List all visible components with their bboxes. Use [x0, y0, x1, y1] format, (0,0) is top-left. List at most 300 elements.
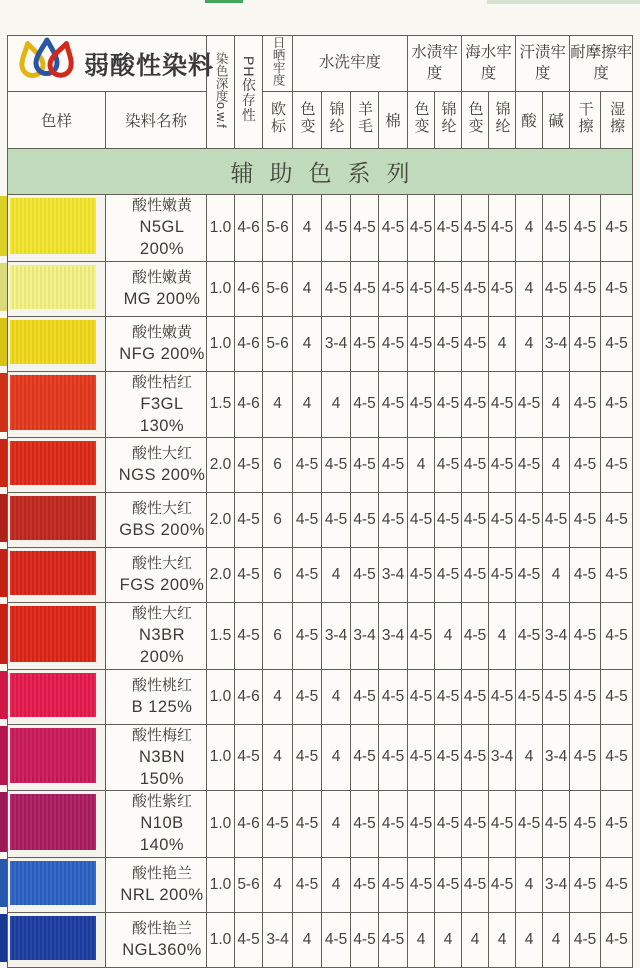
fastness-value: 4-5 — [489, 791, 516, 858]
col-header-sample: 色样 — [8, 92, 106, 149]
swatch-edge-bleed — [0, 671, 7, 719]
fastness-value: 5-6 — [263, 195, 293, 262]
header-row-subcolumns — [8, 92, 633, 149]
dye-name-cell — [106, 316, 207, 371]
fastness-value: 4-5 — [379, 316, 408, 371]
group-header-wash: 水洗牢度 — [293, 36, 408, 92]
fastness-value: 4-5 — [408, 316, 435, 371]
fastness-value: 4 — [263, 857, 293, 912]
fastness-value: 4-5 — [516, 548, 543, 603]
dye-name: 酸性桔红 — [132, 373, 193, 391]
dye-code: NFG 200% — [119, 344, 205, 363]
col-header-depth: 染色深度o.w.f — [207, 36, 235, 149]
fastness-value: 4-5 — [435, 316, 462, 371]
color-swatch-cell — [8, 548, 106, 603]
fastness-value: 5-6 — [235, 857, 263, 912]
table-row — [8, 724, 633, 791]
dye-name: 酸性大红 — [132, 445, 193, 463]
fastness-value: 4-5 — [235, 603, 263, 670]
fastness-value: 4-5 — [462, 371, 489, 438]
fastness-value: 4-5 — [543, 791, 570, 858]
table-row — [8, 316, 633, 371]
fastness-value: 4-5 — [601, 791, 633, 858]
color-swatch-cell — [8, 669, 106, 724]
fastness-value: 4-6 — [235, 669, 263, 724]
sub-header-sweat-alkali: 碱 — [543, 92, 570, 149]
table-row — [8, 261, 633, 316]
sub-header-eu-standard: 欧标 — [263, 92, 293, 149]
swatch-edge-bleed — [0, 373, 7, 433]
fastness-value: 4-5 — [462, 316, 489, 371]
fabric-color-swatch — [10, 375, 96, 431]
group-header-light: 日晒牢度 — [263, 36, 293, 92]
fastness-value: 3-4 — [263, 912, 293, 967]
fastness-value: 4-5 — [351, 857, 379, 912]
fastness-value: 3-4 — [322, 316, 351, 371]
fastness-value: 4 — [322, 724, 351, 791]
fastness-value: 3-4 — [379, 548, 408, 603]
fastness-value: 4-5 — [235, 724, 263, 791]
sub-header-wash-cotton: 棉 — [379, 92, 408, 149]
fastness-value: 4-5 — [435, 371, 462, 438]
fastness-value: 1.0 — [207, 261, 235, 316]
fastness-value: 4-5 — [435, 857, 462, 912]
fastness-value: 4 — [293, 195, 322, 262]
fastness-value: 4 — [293, 261, 322, 316]
fastness-value: 4-5 — [408, 548, 435, 603]
fastness-value: 4-5 — [435, 195, 462, 262]
dye-name: 酸性嫩黄 — [132, 197, 193, 214]
swatch-edge-bleed — [0, 604, 7, 664]
color-swatch-cell — [8, 261, 106, 316]
group-header-rub: 耐摩擦牢度 — [570, 36, 633, 92]
fastness-value: 4-5 — [379, 493, 408, 548]
table-row — [8, 791, 633, 858]
fastness-value: 4-5 — [570, 195, 601, 262]
fastness-value: 4-5 — [408, 857, 435, 912]
fastness-value: 4-5 — [351, 261, 379, 316]
swatch-edge-bleed — [0, 859, 7, 907]
color-swatch-cell — [8, 195, 106, 262]
fastness-value: 3-4 — [322, 603, 351, 670]
fastness-value: 4-5 — [489, 857, 516, 912]
fastness-value: 4-5 — [379, 261, 408, 316]
fastness-value: 4-5 — [351, 548, 379, 603]
group-header-sea: 海水牢度 — [462, 36, 516, 92]
fastness-value: 2.0 — [207, 548, 235, 603]
dye-name: 酸性嫩黄 — [132, 323, 193, 341]
fastness-value: 4 — [516, 912, 543, 967]
scan-edge-artifact-pale-green — [487, 0, 640, 4]
fastness-value: 4-6 — [235, 195, 263, 262]
col-header-ph: PH依存性 — [235, 36, 263, 149]
fastness-value: 4-5 — [408, 724, 435, 791]
fastness-value: 4-5 — [462, 791, 489, 858]
dye-name-cell — [106, 669, 207, 724]
swatch-edge-bleed — [0, 792, 7, 852]
fastness-value: 4-6 — [235, 316, 263, 371]
fastness-value: 4 — [322, 371, 351, 438]
fastness-value: 4-5 — [489, 438, 516, 493]
dye-code: FGS 200% — [119, 576, 205, 595]
fastness-value: 4 — [543, 371, 570, 438]
fastness-value: 4-5 — [408, 261, 435, 316]
sub-header-wash-wool: 羊毛 — [351, 92, 379, 149]
fastness-value: 4 — [435, 912, 462, 967]
fastness-value: 4-5 — [570, 371, 601, 438]
sub-header-water-colorchange: 色变 — [408, 92, 435, 149]
color-swatch-cell — [8, 371, 106, 438]
fastness-value: 4-5 — [543, 261, 570, 316]
fastness-value: 4-5 — [489, 261, 516, 316]
fastness-value: 4-6 — [235, 261, 263, 316]
fastness-value: 4-5 — [601, 669, 633, 724]
series-banner-title: 辅助色系列 — [8, 149, 633, 195]
fastness-value: 4-5 — [601, 195, 633, 262]
fastness-value: 4-5 — [435, 438, 462, 493]
dye-name: 酸性桃红 — [132, 676, 193, 694]
fastness-value: 4-5 — [601, 438, 633, 493]
fastness-value: 4-5 — [379, 669, 408, 724]
fastness-value: 4 — [516, 724, 543, 791]
fastness-value: 1.5 — [207, 603, 235, 670]
color-swatch-cell — [8, 316, 106, 371]
dye-name: 酸性嫩黄 — [132, 268, 193, 286]
fastness-value: 4 — [489, 912, 516, 967]
fastness-value: 4-5 — [516, 791, 543, 858]
color-swatch-cell — [8, 493, 106, 548]
dye-name-cell — [106, 603, 207, 670]
table-row — [8, 669, 633, 724]
fastness-value: 3-4 — [543, 316, 570, 371]
sub-header-rub-dry: 干擦 — [570, 92, 601, 149]
fastness-value: 3-4 — [489, 724, 516, 791]
color-swatch-cell — [8, 791, 106, 858]
table-row — [8, 371, 633, 438]
dye-name-cell — [106, 912, 207, 967]
fastness-value: 4-5 — [570, 548, 601, 603]
fastness-value: 3-4 — [379, 603, 408, 670]
fastness-value: 4-5 — [379, 195, 408, 262]
fastness-value: 4 — [489, 603, 516, 670]
fastness-value: 4 — [489, 316, 516, 371]
fastness-value: 4-5 — [408, 669, 435, 724]
fastness-value: 1.0 — [207, 316, 235, 371]
fastness-value: 4-5 — [235, 912, 263, 967]
col-header-name: 染料名称 — [106, 92, 207, 149]
fastness-value: 4-5 — [435, 261, 462, 316]
swatch-edge-bleed — [0, 914, 7, 962]
fastness-value: 4-5 — [408, 603, 435, 670]
fastness-value: 3-4 — [543, 603, 570, 670]
fastness-value: 4-5 — [489, 195, 516, 262]
fastness-value: 4-5 — [489, 493, 516, 548]
dye-name: 酸性梅红 — [132, 726, 193, 744]
dye-name-cell — [106, 724, 207, 791]
fastness-value: 4-5 — [263, 791, 293, 858]
dye-code: N5GL 200% — [139, 218, 185, 259]
fastness-value: 4-5 — [601, 603, 633, 670]
fastness-value: 4 — [293, 371, 322, 438]
fastness-value: 4-5 — [601, 724, 633, 791]
brand-cell — [8, 36, 215, 92]
fastness-value: 4-6 — [235, 371, 263, 438]
fastness-value: 4-5 — [462, 857, 489, 912]
color-swatch-cell — [8, 912, 106, 967]
fastness-value: 4-5 — [435, 724, 462, 791]
fabric-color-swatch — [10, 861, 96, 905]
fastness-value: 4 — [322, 548, 351, 603]
fastness-value: 4-5 — [351, 438, 379, 493]
table-row — [8, 438, 633, 493]
fastness-value: 4-5 — [570, 857, 601, 912]
fastness-value: 3-4 — [351, 603, 379, 670]
sub-header-sweat-acid: 酸 — [516, 92, 543, 149]
dye-code: MG 200% — [123, 289, 201, 308]
fastness-value: 4-5 — [462, 548, 489, 603]
dye-code: GBS 200% — [119, 521, 205, 540]
sub-header-wash-colorchange: 色变 — [293, 92, 322, 149]
color-swatch-cell — [8, 857, 106, 912]
fastness-value: 4-5 — [601, 548, 633, 603]
fastness-value: 4-5 — [322, 493, 351, 548]
dye-name: 酸性大红 — [132, 500, 193, 518]
fastness-value: 4 — [543, 438, 570, 493]
dye-name-cell — [106, 791, 207, 858]
dye-code: N10B 140% — [139, 814, 185, 855]
fastness-value: 4 — [293, 316, 322, 371]
group-header-sweat: 汗渍牢度 — [516, 36, 570, 92]
fastness-value: 4 — [263, 669, 293, 724]
fastness-value: 4-5 — [379, 438, 408, 493]
fastness-value: 4-5 — [351, 912, 379, 967]
fastness-value: 4-5 — [379, 857, 408, 912]
dye-code: F3GL 130% — [139, 394, 185, 435]
header-row-groups — [8, 36, 633, 92]
fastness-value: 4-5 — [435, 669, 462, 724]
dye-name: 酸性艳兰 — [132, 865, 193, 883]
dye-name-cell — [106, 261, 207, 316]
dye-code: B 125% — [131, 697, 193, 716]
fastness-value: 4-6 — [235, 791, 263, 858]
sub-header-sea-colorchange: 色变 — [462, 92, 489, 149]
fastness-value: 4 — [322, 669, 351, 724]
fastness-value: 4-5 — [601, 261, 633, 316]
color-swatch-cell — [8, 603, 106, 670]
fastness-value: 4-5 — [235, 548, 263, 603]
fastness-value: 4-5 — [235, 493, 263, 548]
sub-header-wash-nylon: 锦纶 — [322, 92, 351, 149]
dye-table-body — [8, 195, 633, 968]
fastness-value: 4-5 — [408, 493, 435, 548]
fastness-value: 4-5 — [489, 669, 516, 724]
dye-name-cell — [106, 438, 207, 493]
fastness-value: 4-5 — [570, 724, 601, 791]
fastness-value: 4 — [462, 912, 489, 967]
fastness-value: 4 — [322, 857, 351, 912]
fastness-value: 4-5 — [235, 438, 263, 493]
fastness-value: 4-5 — [516, 438, 543, 493]
fastness-value: 4-5 — [462, 438, 489, 493]
table-row — [8, 857, 633, 912]
fastness-value: 6 — [263, 548, 293, 603]
swatch-edge-bleed — [0, 439, 7, 487]
fastness-value: 4-5 — [601, 371, 633, 438]
fastness-value: 4-5 — [351, 316, 379, 371]
fastness-value: 4-5 — [435, 493, 462, 548]
fastness-value: 4 — [543, 548, 570, 603]
fabric-color-swatch — [10, 673, 96, 717]
fastness-value: 4-5 — [570, 791, 601, 858]
group-header-water: 水渍牢度 — [408, 36, 462, 92]
fastness-value: 4-5 — [351, 493, 379, 548]
fastness-value: 4 — [516, 857, 543, 912]
fastness-value: 4-5 — [435, 548, 462, 603]
series-banner-row — [8, 149, 633, 195]
sub-header-rub-wet: 湿擦 — [601, 92, 633, 149]
fastness-value: 4 — [263, 724, 293, 791]
three-droplets-logo-icon — [16, 37, 78, 90]
fastness-value: 4-5 — [351, 791, 379, 858]
fastness-value: 4-5 — [293, 438, 322, 493]
fastness-value: 5-6 — [263, 316, 293, 371]
fastness-value: 4 — [408, 912, 435, 967]
fastness-value: 4-5 — [570, 438, 601, 493]
fastness-value: 4 — [543, 912, 570, 967]
fastness-value: 2.0 — [207, 438, 235, 493]
fastness-value: 4-5 — [570, 669, 601, 724]
fastness-value: 2.0 — [207, 493, 235, 548]
fastness-value: 4-5 — [293, 791, 322, 858]
fabric-color-swatch — [10, 320, 96, 364]
fastness-value: 4-5 — [351, 195, 379, 262]
dye-name: 酸性紫红 — [132, 793, 193, 811]
fastness-value: 4 — [516, 316, 543, 371]
fastness-value: 4-5 — [570, 261, 601, 316]
fastness-value: 4-5 — [601, 493, 633, 548]
dye-name-cell — [106, 493, 207, 548]
dye-name: 酸性大红 — [132, 555, 193, 573]
fastness-value: 1.0 — [207, 724, 235, 791]
fastness-value: 1.5 — [207, 371, 235, 438]
fastness-value: 4-5 — [462, 603, 489, 670]
fastness-value: 4-5 — [570, 603, 601, 670]
dye-name-cell — [106, 195, 207, 262]
dye-code: N3BR 200% — [139, 626, 186, 667]
fastness-value: 4-5 — [351, 371, 379, 438]
fastness-value: 4-5 — [379, 371, 408, 438]
dye-name-cell — [106, 857, 207, 912]
fastness-value: 4-5 — [570, 912, 601, 967]
scan-edge-artifact-green — [205, 0, 243, 3]
fastness-value: 1.0 — [207, 857, 235, 912]
fabric-color-swatch — [10, 551, 96, 595]
fastness-value: 4-5 — [489, 371, 516, 438]
fabric-color-swatch — [10, 728, 96, 784]
dye-fastness-table — [7, 35, 633, 968]
fastness-value: 4 — [322, 791, 351, 858]
fastness-value: 4-5 — [322, 261, 351, 316]
fastness-value: 4-5 — [293, 857, 322, 912]
fastness-value: 4-5 — [516, 493, 543, 548]
table-row — [8, 548, 633, 603]
fastness-value: 4-5 — [601, 316, 633, 371]
swatch-edge-bleed — [0, 318, 7, 366]
fastness-value: 4 — [408, 438, 435, 493]
fastness-value: 4-5 — [408, 791, 435, 858]
dye-name: 酸性艳兰 — [132, 920, 193, 938]
fastness-value: 4-5 — [543, 493, 570, 548]
fastness-value: 4 — [293, 912, 322, 967]
table-row — [8, 493, 633, 548]
fabric-color-swatch — [10, 441, 96, 485]
fastness-value: 4-5 — [322, 912, 351, 967]
fastness-value: 4-5 — [351, 724, 379, 791]
fastness-value: 4 — [263, 371, 293, 438]
dye-name: 酸性大红 — [132, 605, 193, 623]
dye-code: NGL360% — [122, 941, 202, 960]
fastness-value: 4-5 — [462, 261, 489, 316]
fastness-value: 4-5 — [601, 912, 633, 967]
table-row — [8, 195, 633, 262]
dye-name-cell — [106, 371, 207, 438]
dye-code: N3BN 150% — [139, 747, 186, 788]
fastness-value: 5-6 — [263, 261, 293, 316]
swatch-edge-bleed — [0, 549, 7, 597]
dye-code: NGS 200% — [118, 466, 206, 485]
fastness-value: 6 — [263, 438, 293, 493]
fastness-value: 4-5 — [601, 857, 633, 912]
fastness-value: 6 — [263, 603, 293, 670]
fabric-color-swatch — [10, 606, 96, 662]
swatch-edge-bleed — [0, 263, 7, 311]
color-swatch-cell — [8, 724, 106, 791]
fastness-value: 4-5 — [379, 912, 408, 967]
fastness-value: 3-4 — [543, 724, 570, 791]
fastness-value: 4-5 — [570, 493, 601, 548]
fastness-value: 4-5 — [543, 195, 570, 262]
fastness-value: 4-5 — [570, 316, 601, 371]
fastness-value: 4-5 — [293, 603, 322, 670]
fastness-value: 1.0 — [207, 195, 235, 262]
fastness-value: 4-5 — [322, 195, 351, 262]
fastness-value: 4-5 — [379, 791, 408, 858]
fabric-color-swatch — [10, 265, 96, 309]
fastness-value: 4-5 — [462, 669, 489, 724]
fastness-value: 4-5 — [489, 548, 516, 603]
fabric-color-swatch — [10, 794, 96, 850]
fastness-value: 4-5 — [379, 724, 408, 791]
fastness-value: 4-5 — [462, 195, 489, 262]
fastness-value: 3-4 — [543, 857, 570, 912]
fastness-value: 4-5 — [322, 438, 351, 493]
sub-header-water-nylon: 锦纶 — [435, 92, 462, 149]
color-swatch-cell — [8, 438, 106, 493]
fastness-value: 4-5 — [293, 548, 322, 603]
fastness-value: 4-5 — [462, 724, 489, 791]
fastness-value: 4-5 — [408, 195, 435, 262]
sub-header-sea-nylon: 锦纶 — [489, 92, 516, 149]
fabric-color-swatch — [10, 916, 96, 960]
fastness-value: 4-5 — [408, 371, 435, 438]
swatch-edge-bleed — [0, 494, 7, 542]
fastness-value: 4-5 — [351, 669, 379, 724]
fastness-value: 4-5 — [516, 371, 543, 438]
fastness-value: 4-5 — [543, 669, 570, 724]
fabric-color-swatch — [10, 198, 96, 254]
fastness-value: 4 — [516, 261, 543, 316]
fastness-value: 6 — [263, 493, 293, 548]
